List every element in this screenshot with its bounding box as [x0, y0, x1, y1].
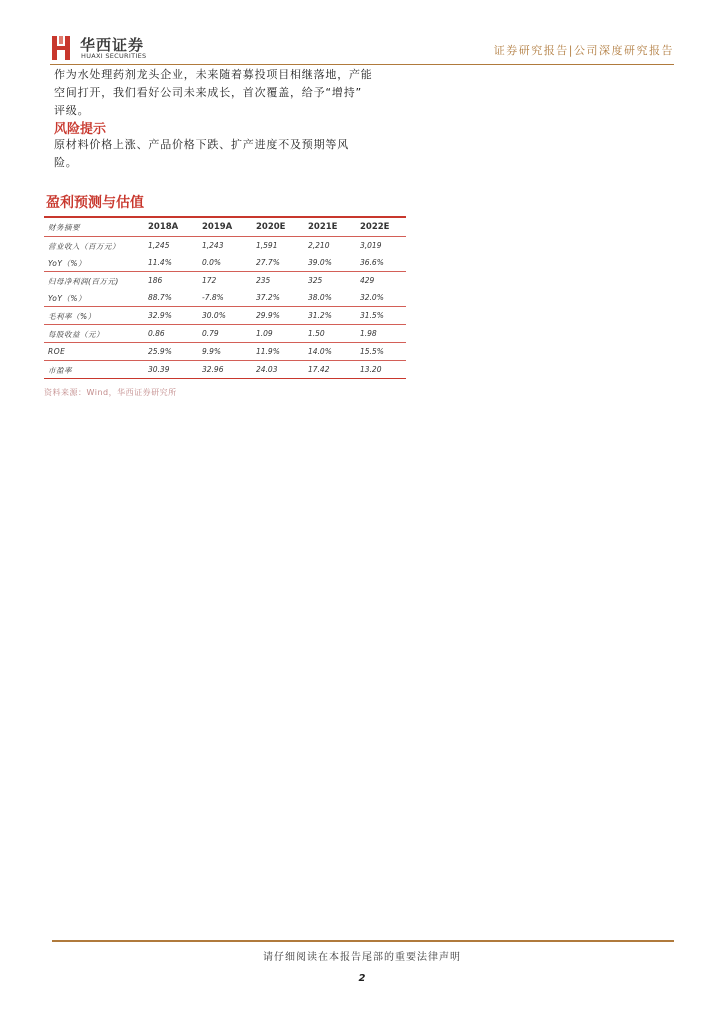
table-cell: 31.2% — [308, 311, 332, 320]
table-row — [44, 272, 406, 289]
logo-chinese-name: 华西证券 — [80, 36, 145, 54]
table-cell: 0.79 — [202, 329, 219, 338]
table-cell: 27.7% — [256, 258, 280, 267]
year-header: 2019A — [202, 222, 233, 232]
footer-divider — [52, 940, 674, 942]
table-cell: 186 — [148, 276, 163, 285]
table-row — [44, 361, 406, 378]
huaxi-logo-icon — [50, 34, 76, 62]
table-header-row — [44, 218, 406, 236]
table-row — [44, 325, 406, 342]
intro-line: 作为水处理药剂龙头企业，未来随着募投项目相继落地，产能 — [54, 68, 373, 81]
year-header: 2022E — [360, 222, 390, 232]
table-cell: 32.96 — [202, 365, 224, 374]
table-cell: 9.9% — [202, 347, 222, 356]
table-cell: 29.9% — [256, 311, 280, 320]
risk-line: 原材料价格上涨、产品价格下跌、扩产进度不及预期等风 — [54, 138, 349, 151]
risk-paragraph — [54, 136, 399, 172]
row-label: 归母净利润(百万元) — [48, 277, 119, 286]
table-cell: 1.09 — [256, 329, 273, 338]
year-header: 2018A — [148, 222, 179, 232]
profit-forecast-heading: 盈利预测与估值 — [46, 195, 144, 211]
year-header: 2020E — [256, 222, 286, 232]
table-cell: 172 — [202, 276, 217, 285]
financial-summary-table — [44, 216, 406, 379]
intro-paragraph — [54, 66, 399, 120]
row-label: YoY（%） — [48, 259, 87, 268]
table-cell: 1,591 — [256, 241, 278, 250]
table-cell: 13.20 — [360, 365, 382, 374]
table-row — [44, 254, 406, 271]
page-number: 2 — [358, 973, 366, 984]
table-cell: 31.5% — [360, 311, 384, 320]
report-type-label: 证券研究报告|公司深度研究报告 — [493, 44, 674, 57]
footer-disclaimer: 请仔细阅读在本报告尾部的重要法律声明 — [263, 952, 461, 963]
table-cell: 14.0% — [308, 347, 332, 356]
row-label: 市盈率 — [48, 366, 72, 375]
table-row — [44, 343, 406, 360]
table-cell: 15.5% — [360, 347, 384, 356]
table-cell: 0.86 — [148, 329, 165, 338]
table-cell: 36.6% — [360, 258, 384, 267]
intro-line: 空间打开，我们看好公司未来成长，首次覆盖，给予“增持” — [54, 86, 362, 99]
table-cell: 235 — [256, 276, 271, 285]
row-label: 营业收入（百万元） — [48, 242, 120, 251]
row-label: 毛利率（%） — [48, 312, 96, 321]
table-cell: 24.03 — [256, 365, 278, 374]
table-row — [44, 289, 406, 306]
table-source-note: 资料来源：Wind，华西证券研究所 — [44, 388, 177, 397]
table-row — [44, 237, 406, 254]
table-cell: 429 — [360, 276, 375, 285]
table-cell: 1,245 — [148, 241, 170, 250]
table-cell: 38.0% — [308, 293, 332, 302]
table-cell: 32.9% — [148, 311, 172, 320]
table-cell: 88.7% — [148, 293, 172, 302]
table-cell: 1,243 — [202, 241, 224, 250]
table-cell: 37.2% — [256, 293, 280, 302]
table-cell: 325 — [308, 276, 323, 285]
page-header — [50, 30, 674, 66]
header-divider — [50, 64, 674, 65]
risk-heading: 风险提示 — [54, 122, 107, 137]
table-cell: 30.39 — [148, 365, 170, 374]
table-cell: -7.8% — [202, 293, 224, 302]
row-label: YoY（%） — [48, 294, 87, 303]
table-cell: 11.9% — [256, 347, 280, 356]
risk-line: 险。 — [54, 156, 78, 169]
table-cell: 2,210 — [308, 241, 330, 250]
logo-english-name: HUAXI SECURITIES — [81, 52, 147, 60]
table-cell: 1.98 — [360, 329, 377, 338]
row-label: 每股收益（元） — [48, 330, 104, 339]
table-cell: 11.4% — [148, 258, 172, 267]
table-header-label: 财务摘要 — [48, 223, 80, 232]
table-cell: 0.0% — [202, 258, 222, 267]
table-cell: 30.0% — [202, 311, 226, 320]
row-label: ROE — [48, 347, 66, 356]
table-bottom-rule — [44, 378, 406, 379]
table-cell: 1.50 — [308, 329, 325, 338]
table-row — [44, 307, 406, 324]
table-cell: 32.0% — [360, 293, 384, 302]
table-cell: 25.9% — [148, 347, 172, 356]
table-cell: 3,019 — [360, 241, 382, 250]
intro-line: 评级。 — [54, 104, 90, 117]
table-cell: 39.0% — [308, 258, 332, 267]
table-cell: 17.42 — [308, 365, 330, 374]
year-header: 2021E — [308, 222, 338, 232]
